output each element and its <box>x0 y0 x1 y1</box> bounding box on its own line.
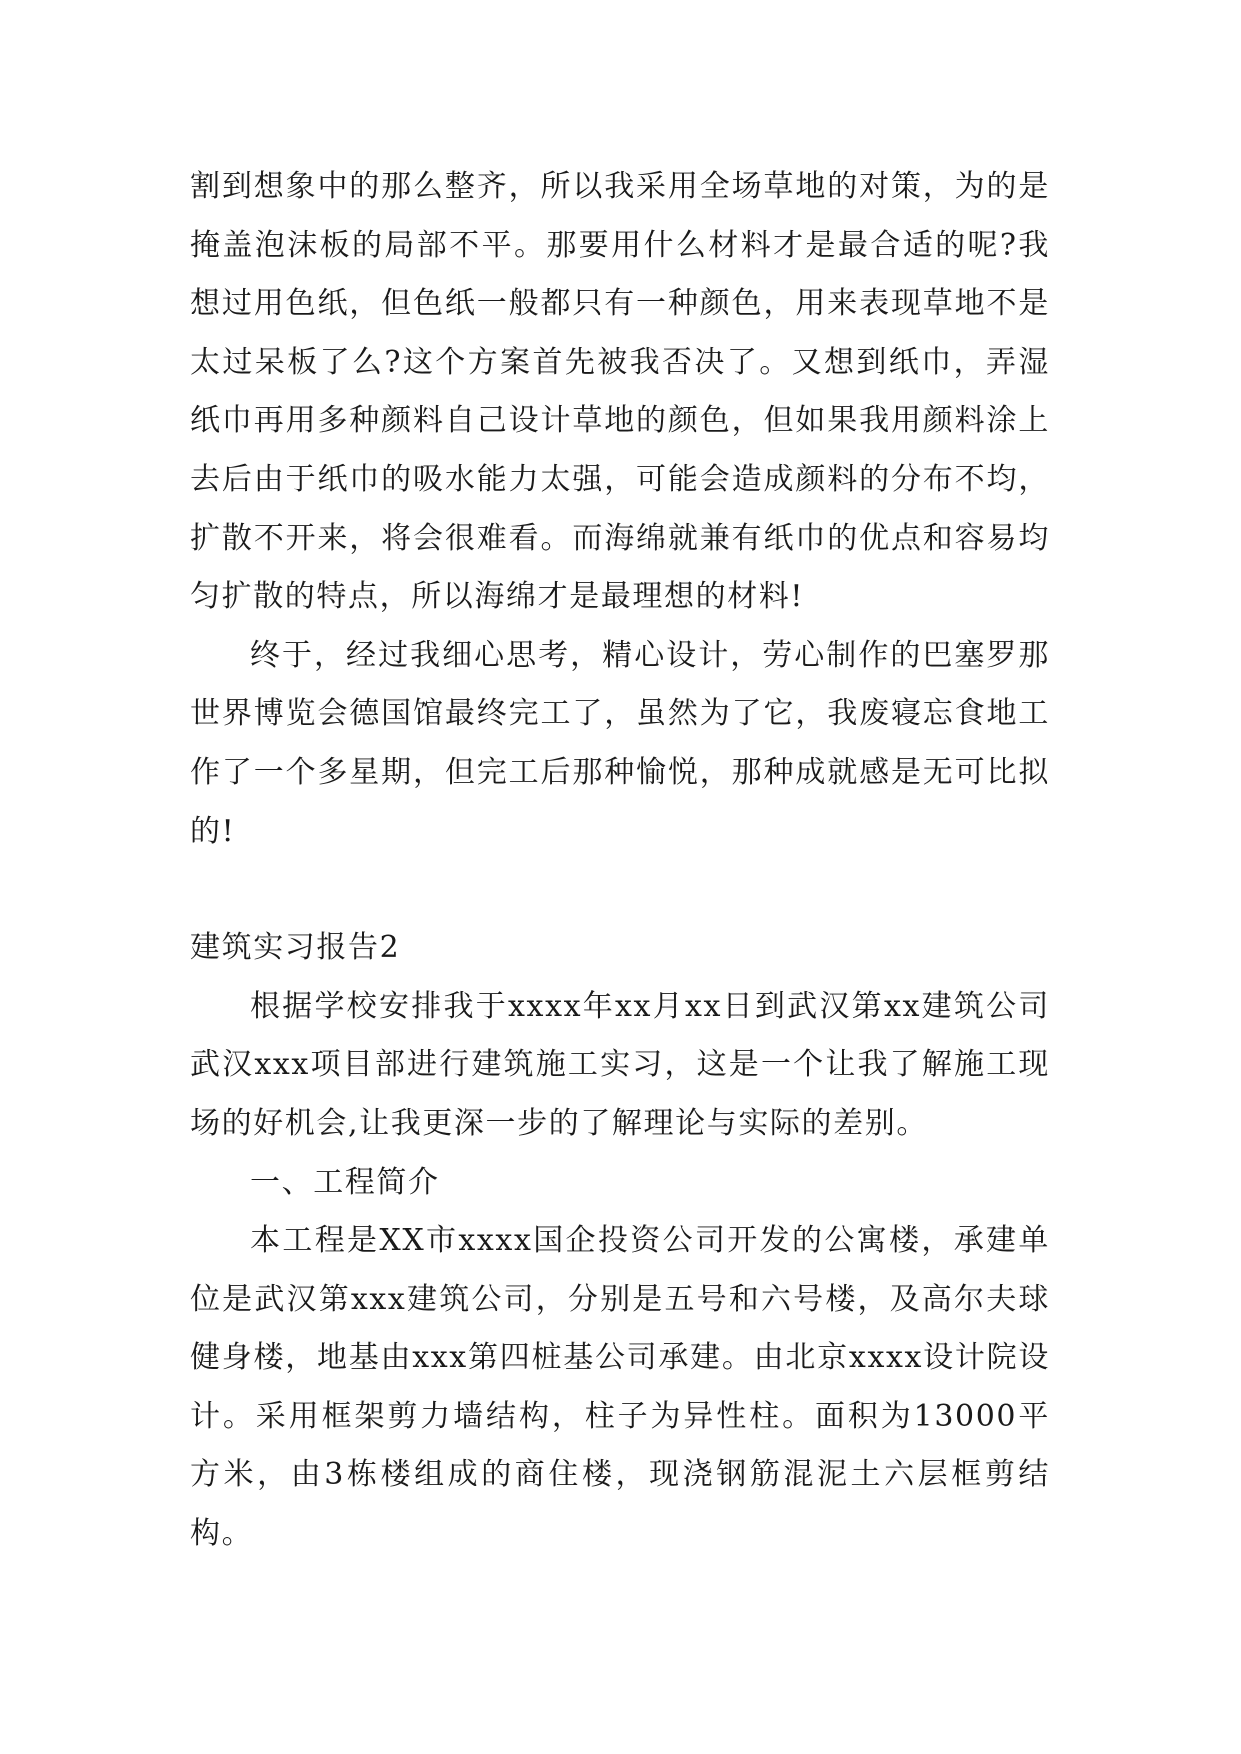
document-body <box>190 158 1050 1564</box>
section-title: 建筑实习报告2 <box>190 930 401 966</box>
subheading: 一、工程简介 <box>250 1164 440 1200</box>
project-paragraph: 本工程是XX市xxxx国企投资公司开发的公寓楼，承建单位是武汉第xxx建筑公司，分别是五号和六号楼，及高尔夫球健身楼，地基由xxx第四桩基公司承建。由北京xxxx设计院设计。采用框架剪力墙结构，柱子为异性柱。面积为13000平方米，由3栋楼组成的商住楼，现浇钢筋混泥土六层框剪结构。 <box>190 1223 1050 1552</box>
intro-paragraph: 根据学校安排我于xxxx年xx月xx日到武汉第xx建筑公司武汉xxx项目部进行建筑施工实习，这是一个让我了解施工现场的好机会,让我更深一步的了解理论与实际的差别。 <box>190 988 1050 1141</box>
closing-paragraph: 终于，经过我细心思考，精心设计，劳心制作的巴塞罗那世界博览会德国馆最终完工了，虽然为了它，我废寝忘食地工作了一个多星期，但完工后那种愉悦，那种成就感是无可比拟的! <box>190 637 1050 849</box>
continuation-paragraph: 割到想象中的那么整齐，所以我采用全场草地的对策，为的是掩盖泡沫板的局部不平。那要用什么材料才是最合适的呢?我想过用色纸，但色纸一般都只有一种颜色，用来表现草地不是太过呆板了么?这个方案首先被我否决了。又想到纸巾，弄湿纸巾再用多种颜料自己设计草地的颜色，但如果我用颜料涂上去后由于纸巾的吸水能力太强，可能会造成颜料的分布不均，扩散不开来，将会很难看。而海绵就兼有纸巾的优点和容易均匀扩散的特点，所以海绵才是最理想的材料! <box>190 169 1050 615</box>
section-spacer <box>190 861 1050 919</box>
